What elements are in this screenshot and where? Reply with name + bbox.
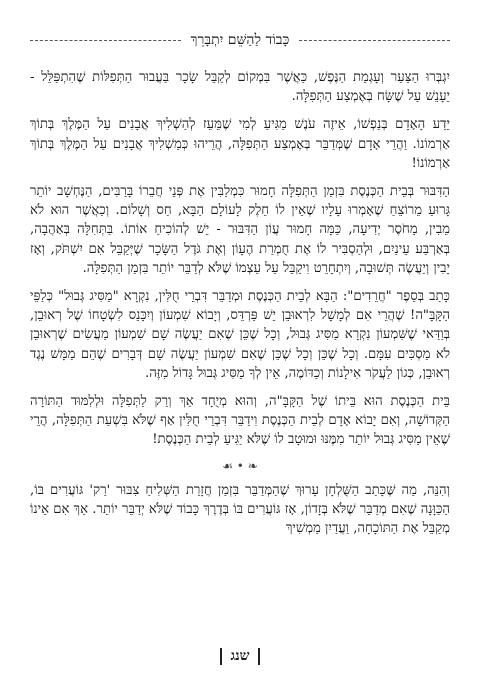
running-header	[30, 30, 450, 50]
header-rule-left	[30, 40, 181, 41]
paragraph-3: הַדִּבּוּר בְּבֵית הַכְּנֶסֶת בִּזְמַן הַתְּפִלָּה חָמוּר כִּמְלַבִּין אֶת פְּנֵי חֲבֵרוֹ בָּרַבִּים, הַנֶּחְשָׁב יוֹתֵר גָּרוּעַ מֵרוֹצֵחַ שֶׁאָמְרוּ עָלָיו שֶׁאֵין לוֹ חֵלֶק לָעוֹלָם הַבָּא, חַס וְשָׁלוֹם. וְכַאֲשֶׁר הוּא לֹא מֵבִין, מֵחֹסֶר יְדִיעָה, כַּמָּה חָמוּר עֲוֹן הַדִּבּוּר - יֵשׁ לְהוֹכִיחַ אוֹתוֹ. בַּתְּחִלָּה בְּאַהֲבָה, בְּאַרְבַּע עֵינַיִם, וּלְהַסְבִּיר לוֹ אֶת חֻמְרַת הֶעָוֹן וְאֶת גֹּדֶל הַשָּׂכָר שֶׁיְּקַבֵּל אִם יִשְׁתֹּק, וְאָז יָבִין וְיַעֲשֶׂה תְּשׁוּבָה, וְיִתְחָרֵט וִיקַבֵּל עַל עַצְמוֹ שֶׁלֹּא לְדַבֵּר יוֹתֵר בִּזְמַן הַתְּפִלָּה.	[30, 184, 450, 276]
page-footer	[0, 648, 480, 665]
paragraph-4: כָּתַב בְּסֵפֶר "חֲרֵדִים": הַבָּא לְבֵית הַכְּנֶסֶת וּמְדַבֵּר דִּבְרֵי חֻלִּין, נִקְרָא "מַסִּיג גְּבוּל" כְּלַפֵּי הַקָּבָּ"ה! שֶׁהֲרֵי אִם לְמָשָׁל לִרְאוּבֵן יֵשׁ פַּרְדֵּס, וְיָבוֹא שִׁמְעוֹן וְיִכָּנֵס לִשְׂטָחוֹ שֶׁל רְאוּבֵן, בְּוַדַּאי שֶׁשִּׁמְעוֹן נִקְרָא מַסִּיג גְּבוּל, וְכָל שֶׁכֵּן שֶׁאִם יַעֲשֶׂה שָׁם שִׁמְעוֹן מַעֲשִׂים שֶׁרְאוּבֵן לֹא מַסְכִּים עִמָּם. וְכָל שֶׁכֵּן וְכָל שֶׁכֵּן שֶׁאִם שִׁמְעוֹן יַעֲשֶׂה שָׁם דְּבָרִים שֶׁהֵם מַמָּשׁ נֶגֶד רְאוּבֵן, כְּגוֹן לַעֲקֹר אִילָנוֹת וְכַדּוֹמֶה, אֵין לְךָ מַסִּיג גְּבוּל גָּדוֹל מִזֶּה.	[30, 289, 450, 381]
header-title: כָּבוֹד לַהַשֵּׁם יִתְבָּרֵךְ	[190, 31, 290, 48]
page-number: שנג	[220, 648, 259, 665]
paragraph-2: יֵדַע הָאָדָם בְּנַפְשׁוֹ, אֵיזֶה עֹנֶשׁ מַגִּיעַ לְמִי שֶׁמֵּעֵז לְהַשְׁלִיךְ אֲבָנִים עַל הַמֶּלֶךְ בְּתוֹךְ אַרְמוֹנוֹ. וַהֲרֵי אָדָם שֶׁמְּדַבֵּר בְּאֶמְצַע הַתְּפִלָּה, הֲרֵיהוּ כְּמַשְׁלִיךְ אֲבָנִים עַל הַמֶּלֶךְ בְּתוֹךְ אַרְמוֹנוֹ!	[30, 117, 450, 171]
header-rule-right	[299, 40, 450, 41]
section-divider-ornament: ❧ • ☙	[222, 458, 258, 473]
paragraph-6: וְהִנֵּה, מַה שֶּׁכָּתַב הַשֻּׁלְחָן עָרוּךְ שֶׁהַמְּדַבֵּר בִּזְמַן חֲזָרַת הַשְּׁלִיחַ צִבּוּר 'רַק' גּוֹעֲרִים בּוֹ, הַכַּוָּנָה שֶׁאִם מְדַבֵּר שֶׁלֹּא בְּזָדוֹן, אָז גּוֹעֲרִים בּוֹ בְּדֶרֶךְ כָּבוֹד שֶׁלֹּא יְדַבֵּר יוֹתֵר. אַךְ אִם אֵינוֹ מְקַבֵּל אֶת הַתּוֹכָחָה, וַעֲדַיִן מַמְשִׁיךְ	[30, 482, 450, 537]
paragraph-1: יִגְבְּרוּ הַצַּעַר וְעָגְמַת הַנֶּפֶשׁ, כַּאֲשֶׁר בִּמְקוֹם לְקַבֵּל שָׂכָר בַּעֲבוּר הַתְּפִלּוֹת שֶׁהִתְפַּלֵּל - יֵעָנֵשׁ עַל שֶׁשָּׂח בְּאֶמְצַע הַתְּפִלָּה.	[30, 70, 450, 105]
paragraph-5: בֵּית הַכְּנֶסֶת הוּא בֵּיתוֹ שֶׁל הַקָּבָּ"ה, וְהוּא מְיֻחָד אַךְ וְרַק לַתְּפִלָּה וּלְלִמּוּד הַתּוֹרָה הַקְּדוֹשָׁה, וְאִם יָבוֹא אָדָם לְבֵית הַכְּנֶסֶת וִידַבֵּר דִּבְרֵי חֻלִּין אַף שֶׁלֹּא בִּשְׁעַת הַתְּפִלָּה, הֲרֵי שֶׁאֵין מַסִּיג גְּבוּל יוֹתֵר מִמֶּנּוּ וּמוּטָב לוֹ שֶׁלֹּא יַגִּיעַ לְבֵית הַכְּנֶסֶת!	[30, 394, 450, 448]
